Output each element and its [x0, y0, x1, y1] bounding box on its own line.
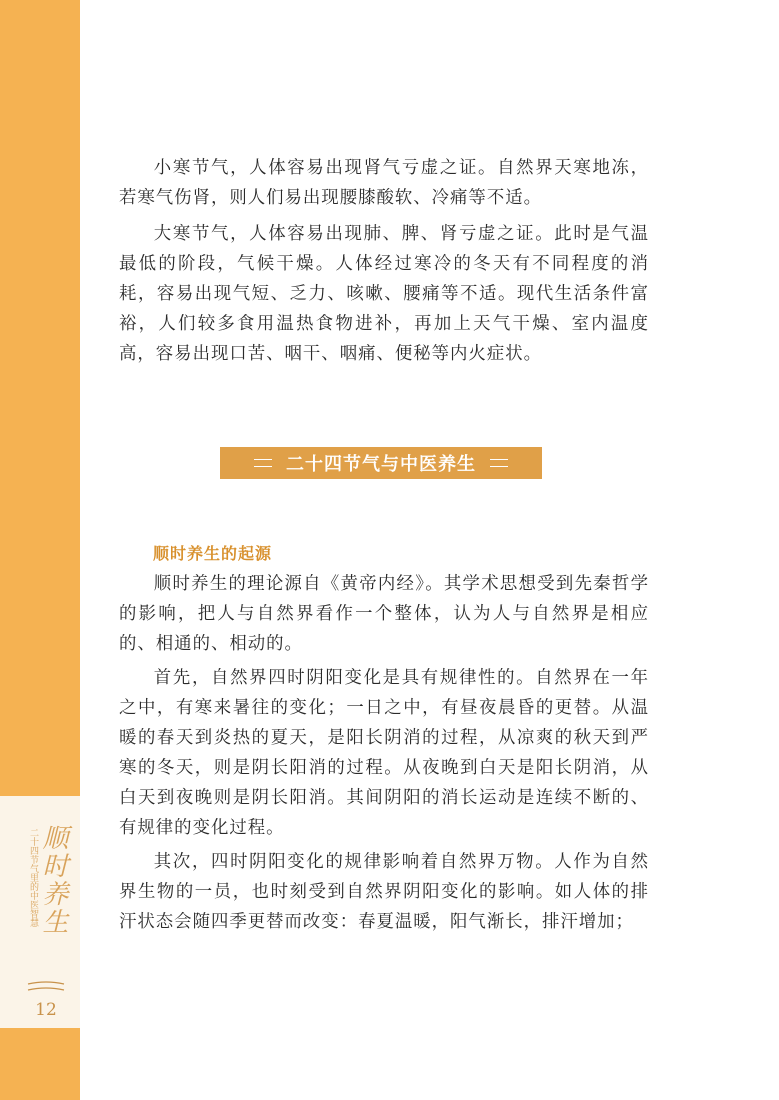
top-text — [119, 153, 649, 369]
paragraph-xiaohan: 小寒节气，人体容易出现肾气亏虚之证。自然界天寒地冻，若寒气伤肾，则人们易出现腰膝酸软、冷痛等不适。 — [119, 158, 649, 208]
section-subtitle: 顺时养生的起源 — [153, 544, 273, 563]
section-banner — [220, 447, 542, 479]
paragraph-first: 首先，自然界四时阴阳变化是具有规律性的。自然界在一年之中，有寒来暑往的变化；一日之中，有昼夜晨昏的更替。从温暖的春天到炎热的夏天，是阳长阴消的过程，从凉爽的秋天到严寒的冬天，则是阴长阳消的过程。从夜晚到白天是阳长阴消，从白天到夜晚则是阴长阳消。其间阴阳的消长运动是连续不断的、有规律的变化过程。 — [119, 668, 649, 838]
section-body — [119, 539, 649, 937]
paragraph-second: 其次，四时阴阳变化的规律影响着自然界万物。人作为自然界生物的一员，也时刻受到自然界阴阳变化的影响。如人体的排汗状态会随四季更替而改变：春夏温暖，阳气渐长，排汗增加； — [119, 852, 649, 932]
banner-title: 二十四节气与中医养生 — [286, 454, 476, 475]
paragraph-dahan: 大寒节气，人体容易出现肺、脾、肾亏虚之证。此时是气温最低的阶段，气候干燥。人体经过寒冷的冬天有不同程度的消耗，容易出现气短、乏力、咳嗽、腰痛等不适。现代生活条件富裕，人们较多食用温热食物进补，再加上天气干燥、室内温度高，容易出现口苦、咽干、咽痛、便秘等内火症状。 — [119, 224, 649, 364]
banner-dash-left — [254, 459, 272, 467]
seal-title: 顺时养生 — [38, 824, 68, 936]
page-number: 12 — [35, 1000, 57, 1020]
page-ornament-icon — [26, 980, 66, 994]
paragraph-origin: 顺时养生的理论源自《黄帝内经》。其学术思想受到先秦哲学的影响，把人与自然界看作一个整体，认为人与自然界是相应的、相通的、相动的。 — [119, 574, 649, 654]
banner-dash-right — [490, 459, 508, 467]
seal-subtitle: 二十四节气里的中医智慧 — [28, 828, 38, 927]
book-seal-logo — [26, 824, 72, 962]
